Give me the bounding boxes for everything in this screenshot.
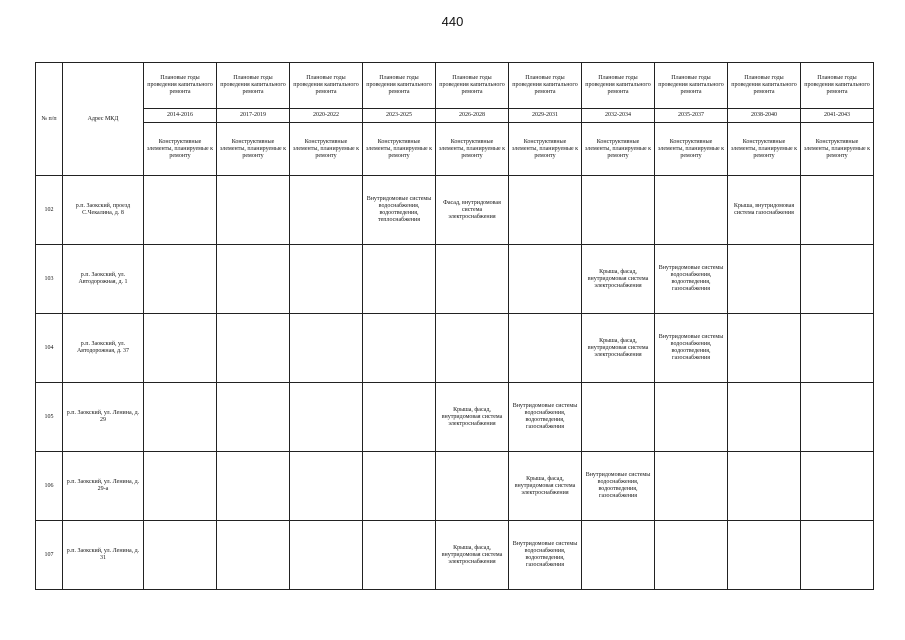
table-cell: Внутридомовые системы водоснабжения, водоотведения, теплоснабжения [363, 176, 436, 245]
table-cell [655, 176, 728, 245]
address-column-header: Адрес МКД [63, 63, 144, 176]
table-row [36, 452, 874, 521]
table-cell [801, 314, 874, 383]
table-cell [290, 314, 363, 383]
period-years: 2026-2028 [436, 109, 509, 123]
elements-subheader: Конструктивные элементы, планируемые к ремонту [728, 123, 801, 176]
table-cell [582, 176, 655, 245]
row-number: 106 [36, 452, 63, 521]
table-cell [290, 176, 363, 245]
table-cell [728, 314, 801, 383]
table-cell [217, 521, 290, 590]
row-address: р.п. Заокский, ул. Ленина, д. 29-а [63, 452, 144, 521]
elements-subheader: Конструктивные элементы, планируемые к ремонту [509, 123, 582, 176]
period-years: 2029-2031 [509, 109, 582, 123]
table-row [36, 383, 874, 452]
table-cell: Фасад, внутридомовая система электроснабжения [436, 176, 509, 245]
row-address: р.п. Заокский, ул. Автодорожная, д. 37 [63, 314, 144, 383]
row-address: р.п. Заокский, ул. Ленина, д. 31 [63, 521, 144, 590]
row-address: р.п. Заокский, проезд С.Чекалина, д. 8 [63, 176, 144, 245]
period-title: Плановые годы проведения капитального ремонта [582, 63, 655, 109]
table-cell [801, 383, 874, 452]
period-years: 2014-2016 [144, 109, 217, 123]
period-years: 2023-2025 [363, 109, 436, 123]
table-cell [144, 521, 217, 590]
period-title: Плановые годы проведения капитального ремонта [217, 63, 290, 109]
elements-subheader: Конструктивные элементы, планируемые к ремонту [217, 123, 290, 176]
row-number: 104 [36, 314, 63, 383]
row-address: р.п. Заокский, ул. Автодорожная, д. 1 [63, 245, 144, 314]
row-number: 102 [36, 176, 63, 245]
page-number: 440 [441, 14, 464, 29]
table-cell: Крыша, фасад, внутридомовая система электроснабжения [436, 383, 509, 452]
table-row [36, 176, 874, 245]
table-cell [728, 245, 801, 314]
elements-subheader: Конструктивные элементы, планируемые к ремонту [290, 123, 363, 176]
table-cell [801, 521, 874, 590]
table-cell [144, 245, 217, 314]
elements-subheader: Конструктивные элементы, планируемые к ремонту [582, 123, 655, 176]
table-cell [363, 314, 436, 383]
table-cell [509, 176, 582, 245]
period-title: Плановые годы проведения капитального ремонта [655, 63, 728, 109]
table-cell [217, 245, 290, 314]
table-row [36, 314, 874, 383]
header-period-row [36, 109, 874, 123]
table-cell: Крыша, фасад, внутридомовая система электроснабжения [509, 452, 582, 521]
table-cell [436, 452, 509, 521]
period-title: Плановые годы проведения капитального ремонта [728, 63, 801, 109]
table-cell [290, 521, 363, 590]
table-cell: Внутридомовые системы водоснабжения, водоотведения, газоснабжения [509, 383, 582, 452]
table-cell [509, 245, 582, 314]
table-cell [582, 383, 655, 452]
repair-schedule-table [35, 62, 874, 590]
table-cell: Внутридомовые системы водоснабжения, водоотведения, газоснабжения [655, 314, 728, 383]
table-cell [436, 245, 509, 314]
period-years: 2020-2022 [290, 109, 363, 123]
period-years: 2041-2043 [801, 109, 874, 123]
table-cell [436, 314, 509, 383]
table-cell [144, 452, 217, 521]
table-cell [801, 452, 874, 521]
row-number: 107 [36, 521, 63, 590]
table-cell [363, 383, 436, 452]
table-cell [290, 245, 363, 314]
table-cell: Внутридомовые системы водоснабжения, водоотведения, газоснабжения [655, 245, 728, 314]
table-cell [363, 452, 436, 521]
period-title: Плановые годы проведения капитального ремонта [363, 63, 436, 109]
period-years: 2038-2040 [728, 109, 801, 123]
table-cell: Крыша, фасад, внутридомовая система электроснабжения [436, 521, 509, 590]
table-cell [655, 521, 728, 590]
period-title: Плановые годы проведения капитального ремонта [509, 63, 582, 109]
table-cell [217, 383, 290, 452]
elements-subheader: Конструктивные элементы, планируемые к ремонту [144, 123, 217, 176]
table-cell: Внутридомовые системы водоснабжения, водоотведения, газоснабжения [582, 452, 655, 521]
period-years: 2035-2037 [655, 109, 728, 123]
period-title: Плановые годы проведения капитального ремонта [144, 63, 217, 109]
table-cell [509, 314, 582, 383]
elements-subheader: Конструктивные элементы, планируемые к ремонту [655, 123, 728, 176]
table-cell [363, 521, 436, 590]
table-cell [290, 452, 363, 521]
table-cell [655, 452, 728, 521]
table-cell [363, 245, 436, 314]
table-cell [217, 314, 290, 383]
table-cell [144, 176, 217, 245]
table-cell [801, 245, 874, 314]
header-sub-row [36, 123, 874, 176]
table-cell [728, 383, 801, 452]
table-cell [655, 383, 728, 452]
table-cell: Крыша, внутридомовая система газоснабжения [728, 176, 801, 245]
period-years: 2032-2034 [582, 109, 655, 123]
table-cell: Крыша, фасад, внутридомовая система электроснабжения [582, 245, 655, 314]
elements-subheader: Конструктивные элементы, планируемые к ремонту [363, 123, 436, 176]
row-address: р.п. Заокский, ул. Ленина, д. 29 [63, 383, 144, 452]
table-cell: Внутридомовые системы водоснабжения, водоотведения, газоснабжения [509, 521, 582, 590]
table-cell [144, 383, 217, 452]
table-cell [582, 521, 655, 590]
period-years: 2017-2019 [217, 109, 290, 123]
elements-subheader: Конструктивные элементы, планируемые к ремонту [436, 123, 509, 176]
table-cell [217, 452, 290, 521]
table-cell: Крыша, фасад, внутридомовая система электроснабжения [582, 314, 655, 383]
table-cell [144, 314, 217, 383]
period-title: Плановые годы проведения капитального ремонта [290, 63, 363, 109]
table-row [36, 245, 874, 314]
row-number: 103 [36, 245, 63, 314]
table-cell [801, 176, 874, 245]
table-cell [290, 383, 363, 452]
table-cell [728, 452, 801, 521]
period-title: Плановые годы проведения капитального ремонта [436, 63, 509, 109]
header-title-row [36, 63, 874, 109]
row-number: 105 [36, 383, 63, 452]
num-column-header: № п/п [36, 63, 63, 176]
elements-subheader: Конструктивные элементы, планируемые к ремонту [801, 123, 874, 176]
table-cell [728, 521, 801, 590]
period-title: Плановые годы проведения капитального ремонта [801, 63, 874, 109]
table-cell [217, 176, 290, 245]
table-row [36, 521, 874, 590]
